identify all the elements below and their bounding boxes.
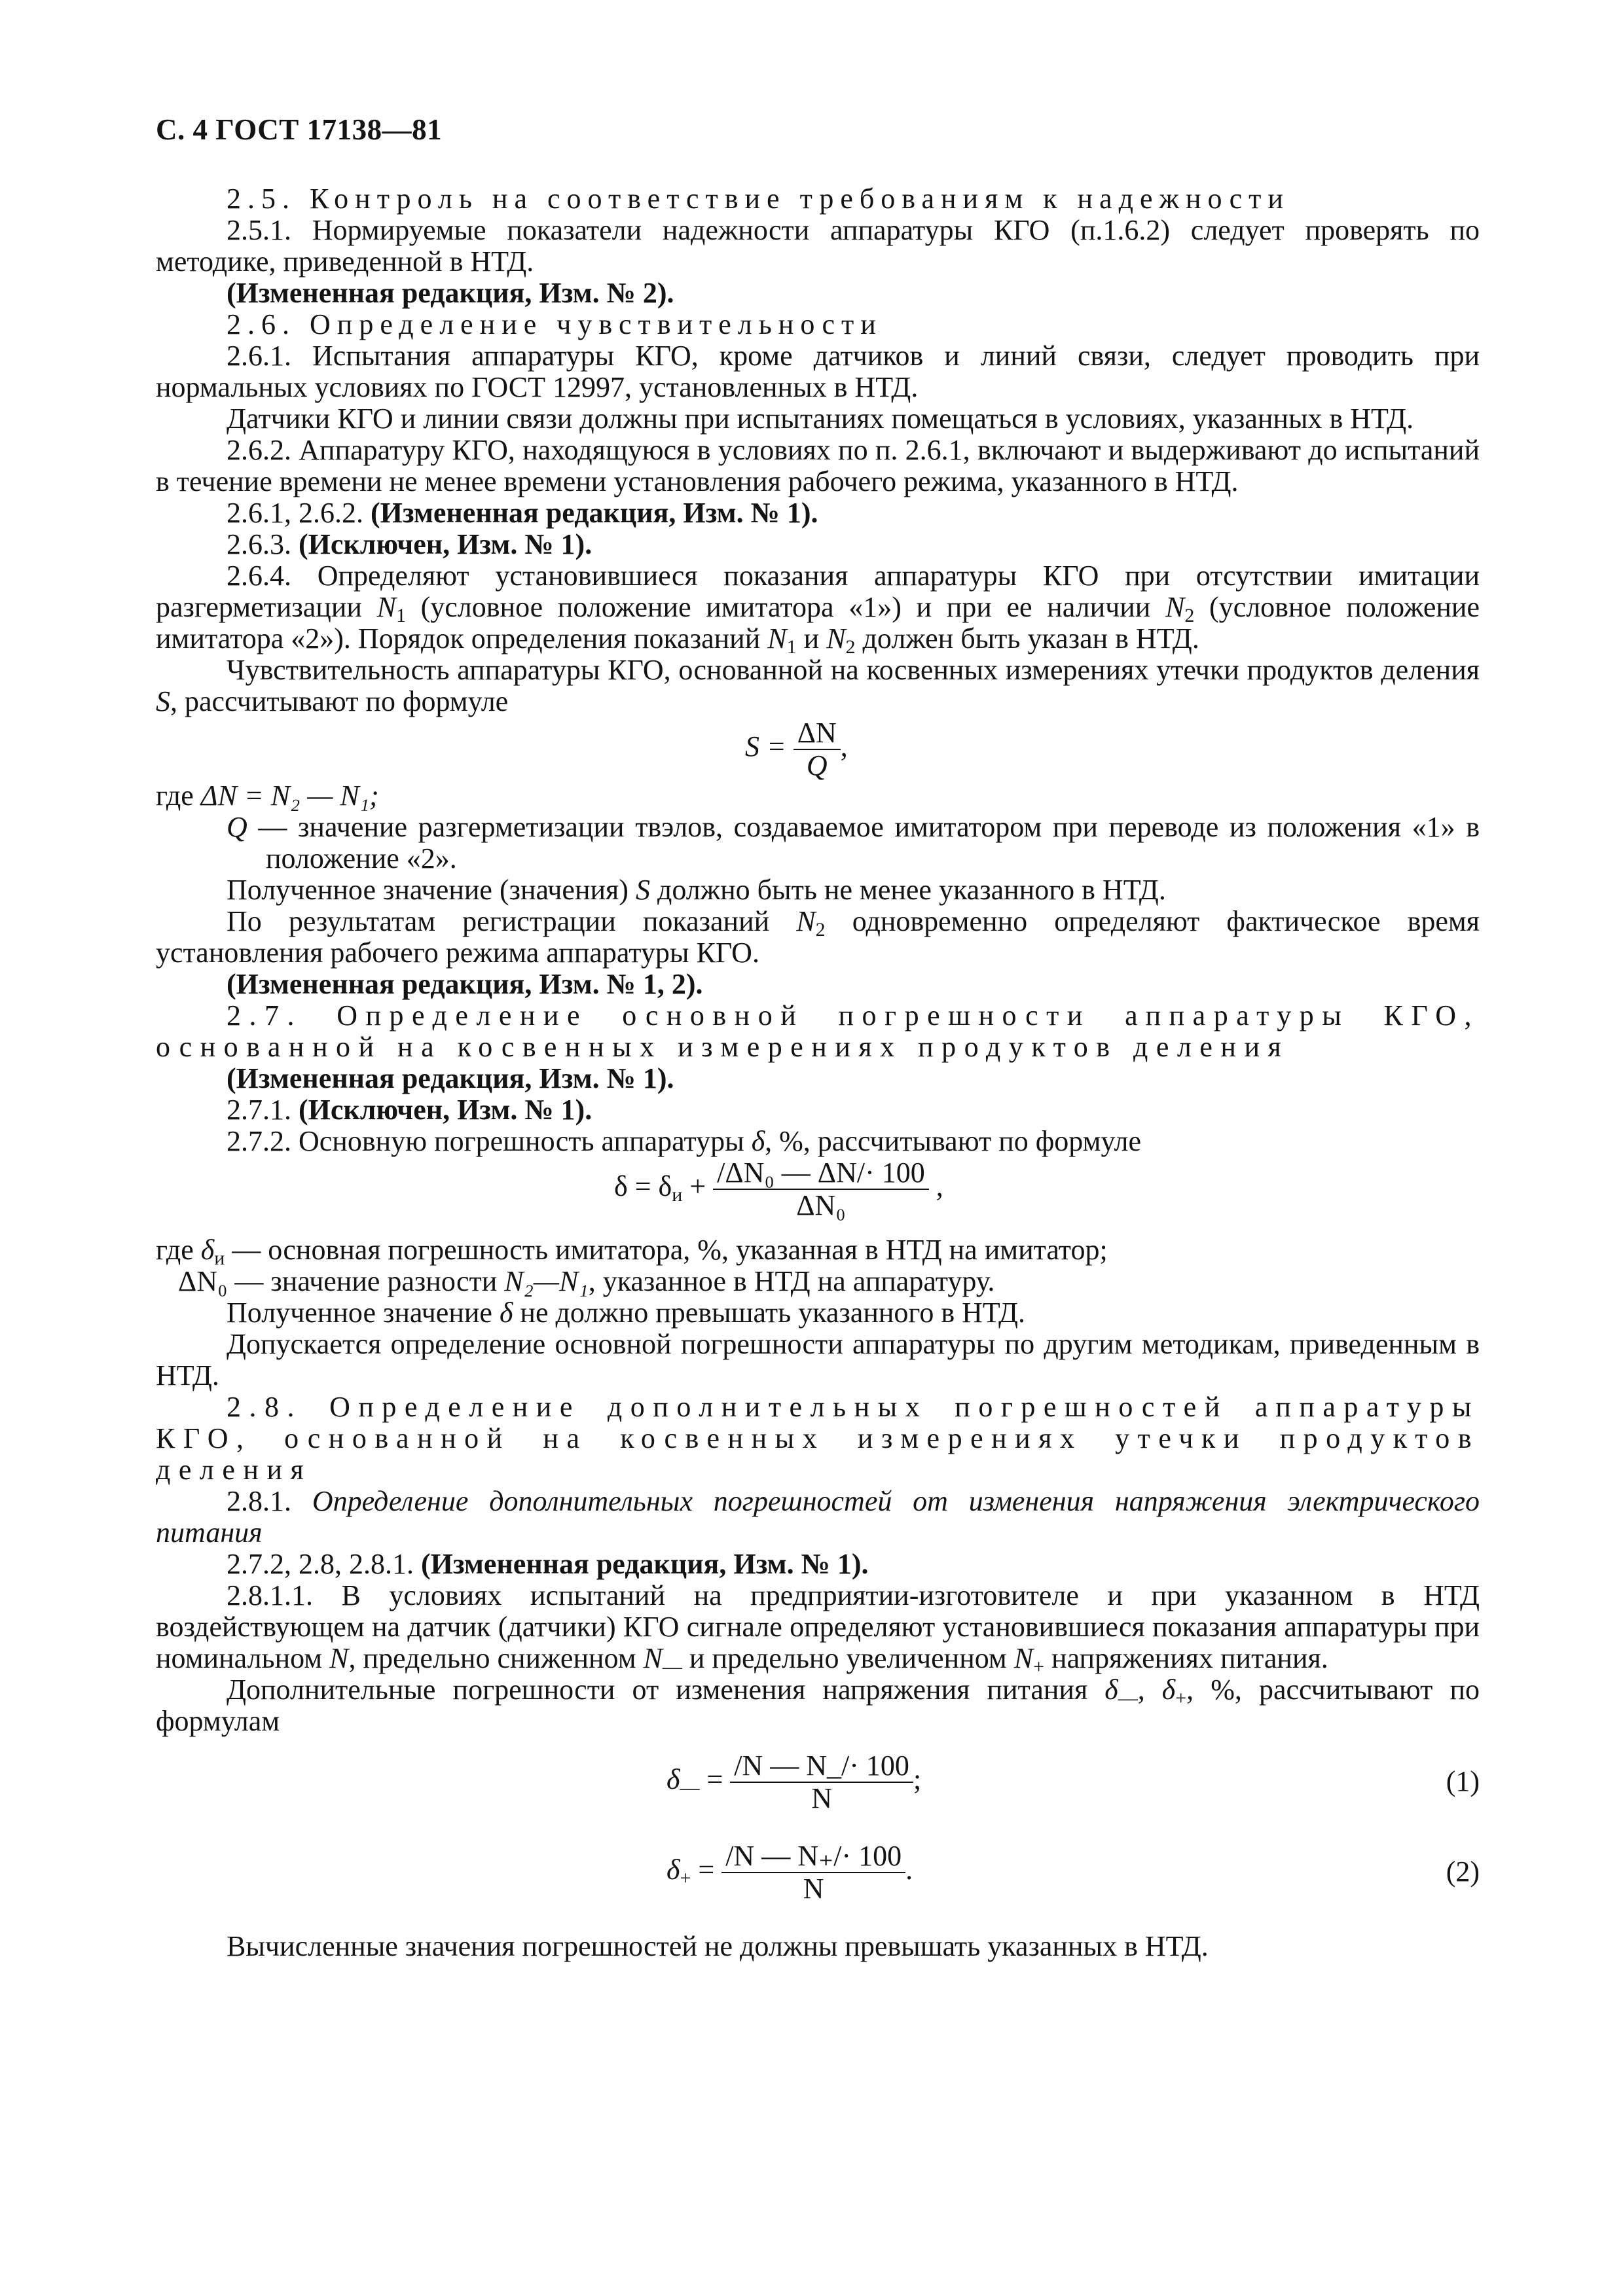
para-allowed-methods: Допускается определение основной погрешности аппаратуры по другим методикам, приведенным в НТД. — [156, 1328, 1480, 1391]
where-q: Q — значение разгерметизации твэлов, создаваемое имитатором при переводе из положения «1» в положение «2». — [227, 811, 1480, 874]
where-delta-n: где ΔN = N₂ — N₁; — [156, 780, 379, 812]
amendment-2-6-1-2 — [156, 497, 1480, 529]
equation-number-1: (1) — [1446, 1765, 1480, 1797]
para-2-7-1 — [156, 1094, 1480, 1126]
para-result-delta: Полученное значение δ не должно превышать указанного в НТД. — [227, 1297, 1026, 1329]
amendment-note: (Измененная редакция, Изм. № 2). — [227, 277, 674, 309]
section-2-6-heading: 2.6. Определение чувствительности — [227, 308, 883, 340]
para-2-6-2: 2.6.2. Аппаратуру КГО, находящуюся в условиях по п. 2.6.1, включают и выдерживают до испытаний в течение времени не менее времени установления рабочего режима, указанного в НТД. — [156, 434, 1480, 497]
para-final: Вычисленные значения погрешностей не должны превышать указанных в НТД. — [227, 1930, 1209, 1962]
excluded-note: (Исключен, Изм. № 1). — [299, 528, 593, 560]
excluded-note: (Исключен, Изм. № 1). — [299, 1094, 593, 1126]
para-registration: По результатам регистрации показаний $N_2$ одновременно определяют фактическое время установления рабочего режима аппаратуры КГО. — [156, 905, 1480, 969]
ref-label: 2.7.1. — [227, 1094, 291, 1126]
amendment-2-7-2-2-8 — [156, 1549, 1480, 1580]
para-2-6-4: 2.6.4. Определяют установившиеся показания аппаратуры КГО при отсутствии имитации разгерметизации $N_1$ (условное положение имитатора «1») и при ее наличии $N_2$ (условное положение имитатора «2»). Порядок определения показаний $N_1$ и $N_2$ должен быть указан в НТД. — [156, 560, 1480, 658]
formula-sensitivity: S = $\frac{\Delta N}{Q}$ , — [745, 717, 848, 781]
formula-2: $\delta_+$ = $\frac{/N — N_+/\cdot 100}{N}$ . (2) — [666, 1840, 1480, 1905]
amendment-note: (Измененная редакция, Изм. № 1). — [227, 1062, 674, 1094]
section-2-5-heading: 2.5. Контроль на соответствие требованиям к надежности — [227, 183, 1290, 215]
amendment-note: (Измененная редакция, Изм. № 1). — [421, 1548, 869, 1580]
para-2-5-1: 2.5.1. Нормируемые показатели надежности аппаратуры КГО (п.1.6.2) следует проверять по методике, приведенной в НТД. — [156, 214, 1480, 278]
para-2-8-1-1: 2.8.1.1. В условиях испытаний на предприятии-изготовителе и при указанном в НТД воздействующем на датчик (датчики) КГО сигнале определяют установившиеся показания аппаратуры при номинальном N, предельно сниженном $N_—$ и предельно увеличенном $N_+$ напряжениях питания. — [156, 1579, 1480, 1677]
para-2-6-1-sensors: Датчики КГО и линии связи должны при испытаниях помещаться в условиях, указанных в НТД. — [227, 403, 1414, 435]
para-2-7-2: 2.7.2. Основную погрешность аппаратуры δ, %, рассчитывают по формуле — [227, 1125, 1142, 1157]
ref-label: 2.6.1, 2.6.2. — [227, 497, 363, 529]
equation-number-2: (2) — [1446, 1856, 1480, 1888]
amendment-note: (Измененная редакция, Изм. № 1, 2). — [227, 968, 703, 1000]
ref-label: 2.7.2, 2.8, 2.8.1. — [227, 1548, 414, 1580]
amendment-note: (Измененная редакция, Изм. № 1). — [371, 497, 818, 529]
formula-1: $\delta_—$ = $\frac{/N — N\_/\cdot 100}{N}$ ; (1) — [666, 1749, 1480, 1814]
para-2-6-3 — [156, 529, 1480, 560]
para-result-s: Полученное значение (значения) S должно быть не менее указанного в НТД. — [227, 874, 1166, 906]
where-delta-n0: ΔN₀ — значение разности N₂—N₁, указанное в НТД на аппаратуру. — [178, 1265, 995, 1297]
section-2-8-heading: 2.8. Определение дополнительных погрешностей аппаратуры КГО, основанной на косвенных измерениях утечки продуктов деления — [156, 1391, 1480, 1486]
para-2-8-1: 2.8.1. Определение дополнительных погрешностей от изменения напряжения электрического питания — [156, 1485, 1480, 1549]
document-body — [156, 183, 1480, 1962]
para-sensitivity: Чувствительность аппаратуры КГО, основанной на косвенных измерениях утечки продуктов деления S, рассчитывают по формуле — [156, 654, 1480, 717]
para-additional-errors: Дополнительные погрешности от изменения напряжения питания $\delta_—$, $\delta_+$, %, рассчитывают по формулам — [156, 1674, 1480, 1737]
where-delta-imitator: где $\delta_и$ — основная погрешность имитатора, %, указанная в НТД на имитатор; — [156, 1234, 1108, 1269]
ref-label: 2.6.3. — [227, 528, 291, 560]
para-2-6-1: 2.6.1. Испытания аппаратуры КГО, кроме датчиков и линий связи, следует проводить при нормальных условиях по ГОСТ 12997, установленных в НТД. — [156, 340, 1480, 403]
formula-main-error: $\delta = \delta_и$ + $\frac{\text{/ΔN₀ — ΔN/· 100}}{\text{ΔN₀}}$ , — [614, 1157, 943, 1221]
page-header: С. 4 ГОСТ 17138—81 — [156, 113, 443, 146]
section-2-7-heading: 2.7. Определение основной погрешности аппаратуры КГО, основанной на косвенных измерениях продуктов деления — [156, 999, 1480, 1063]
